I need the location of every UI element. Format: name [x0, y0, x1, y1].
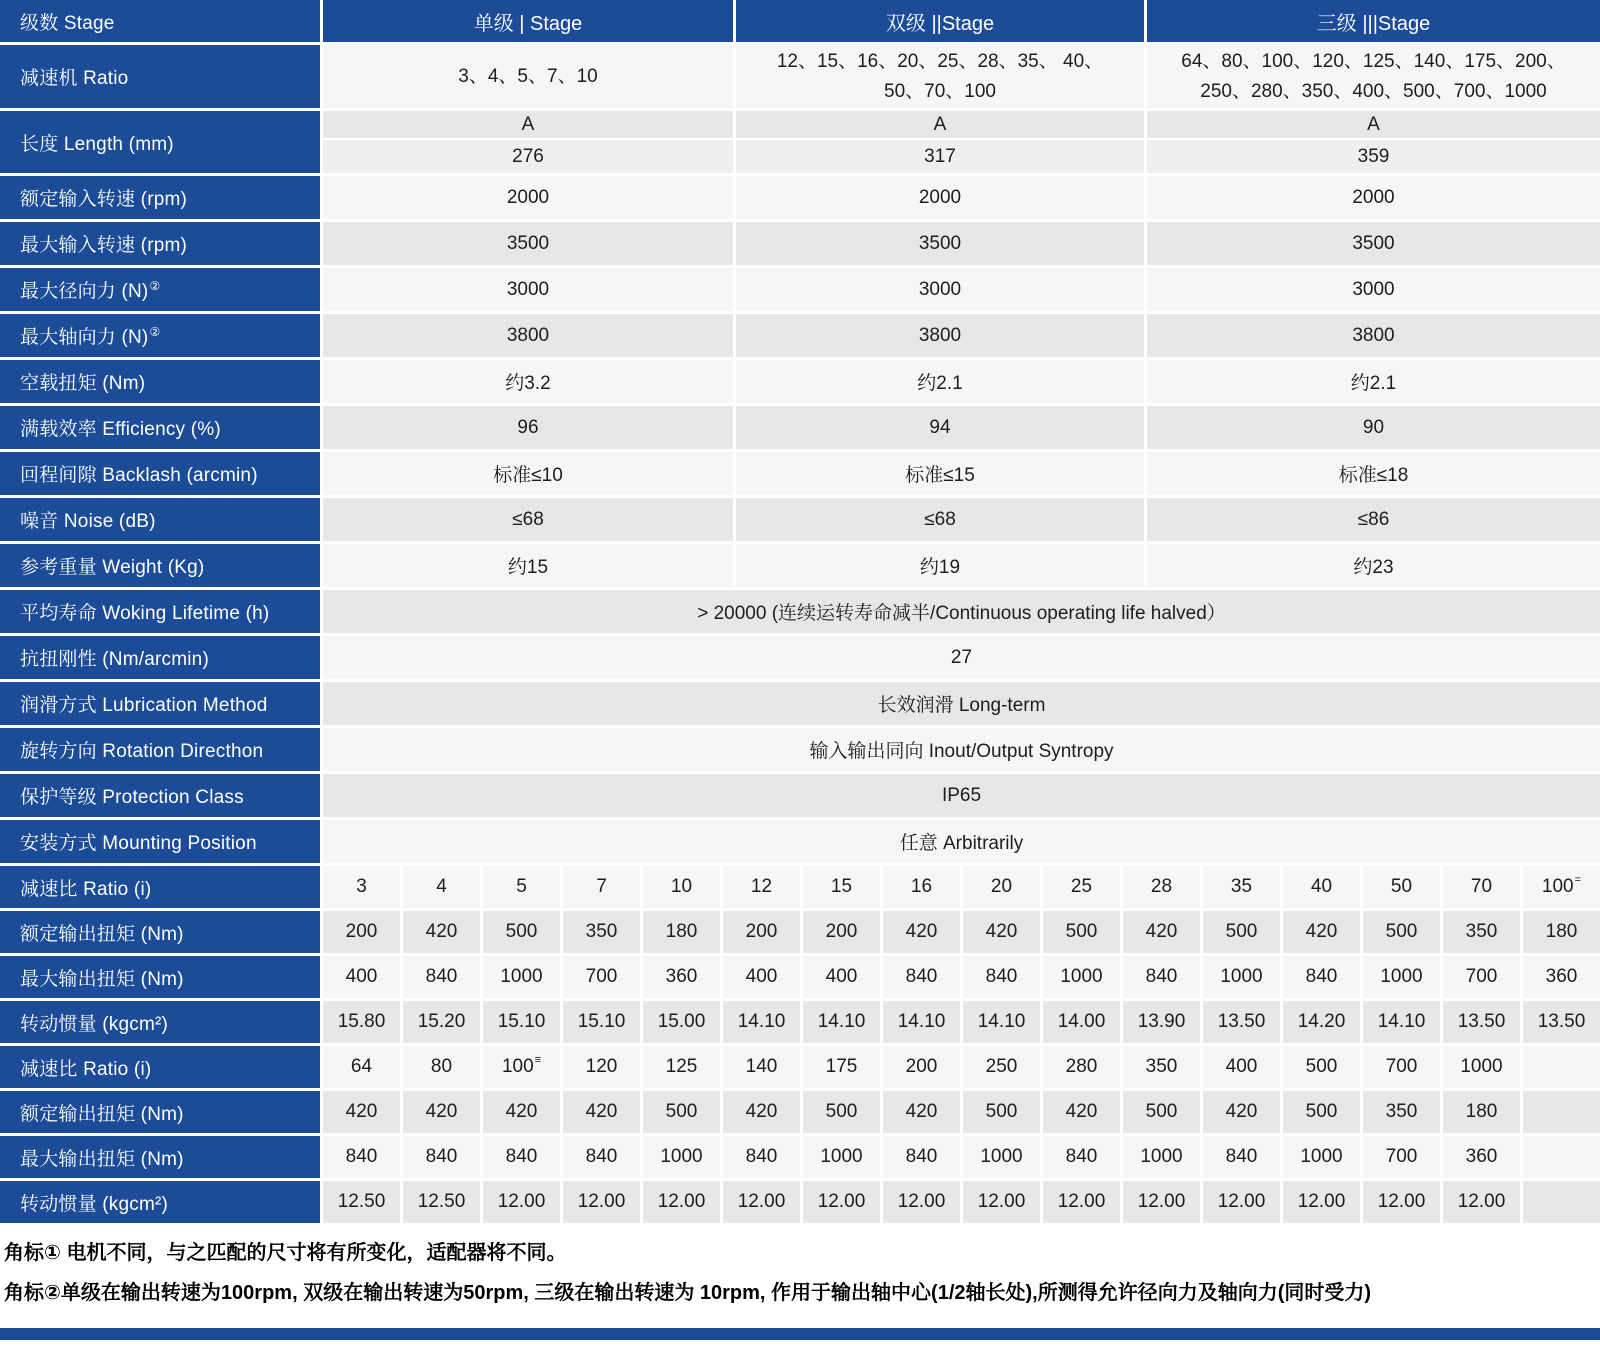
- value-cell: 500: [803, 1091, 880, 1133]
- value-cell: 12.00: [1363, 1181, 1440, 1223]
- value-cell: 420: [1203, 1091, 1280, 1133]
- spec-row-max-input-speed: [0, 222, 1600, 265]
- value-cell: 12.00: [643, 1181, 720, 1223]
- value-cell: 12.50: [403, 1181, 480, 1223]
- value-cell: 约23: [1147, 544, 1600, 587]
- value-cell: 840: [483, 1136, 560, 1178]
- value-cell: [1523, 1136, 1600, 1178]
- header-row: [0, 0, 1600, 42]
- value-cell: 3000: [736, 268, 1144, 311]
- value-cell: 90: [1147, 406, 1600, 449]
- merged-value-cell: 任意 Arbitrarily: [323, 820, 1600, 863]
- row-label: 回程间隙 Backlash (arcmin): [0, 452, 320, 495]
- ratio-cell: 28: [1123, 866, 1200, 908]
- ratio-cell: 400: [1203, 1046, 1280, 1088]
- value-cell: 14.10: [883, 1001, 960, 1043]
- value-cell: 标准≤15: [736, 452, 1144, 495]
- value-cell: 3000: [323, 268, 733, 311]
- ratio-cell: 7: [563, 866, 640, 908]
- value-cell: 420: [1283, 911, 1360, 953]
- value-cell: 420: [563, 1091, 640, 1133]
- row-label: 抗扭刚性 (Nm/arcmin): [0, 636, 320, 679]
- value-cell: 2000: [323, 176, 733, 219]
- value-cell: 360: [1443, 1136, 1520, 1178]
- value-cell: 12.00: [483, 1181, 560, 1223]
- ratio-table2-max-torque-row: [0, 1136, 1600, 1178]
- value-cell: 2000: [736, 176, 1144, 219]
- value-cell: 12.00: [883, 1181, 960, 1223]
- value-cell: 840: [1203, 1136, 1280, 1178]
- value-cell: 约2.1: [736, 360, 1144, 403]
- value-cell: 500: [1123, 1091, 1200, 1133]
- superscript-mark: =: [1574, 873, 1582, 886]
- value-cell: 180: [1523, 911, 1600, 953]
- value-cell: ≤86: [1147, 498, 1600, 541]
- value-cell: 14.20: [1283, 1001, 1360, 1043]
- value-cell: 15.10: [563, 1001, 640, 1043]
- value-cell: 420: [883, 911, 960, 953]
- superscript-mark: ≡: [534, 1053, 542, 1066]
- value-cell: 840: [963, 956, 1040, 998]
- value-cell: 840: [403, 1136, 480, 1178]
- ratio-cell: 1000: [1443, 1046, 1520, 1088]
- value-cell: 3500: [323, 222, 733, 265]
- merged-value-cell: 输入输出同向 Inout/Output Syntropy: [323, 728, 1600, 771]
- value-cell: 14.00: [1043, 1001, 1120, 1043]
- bottom-accent-bar: [0, 1328, 1600, 1340]
- value-cell: 700: [1363, 1136, 1440, 1178]
- value-cell: 12.00: [723, 1181, 800, 1223]
- row-label: 平均寿命 Woking Lifetime (h): [0, 590, 320, 633]
- value-cell: 15.20: [403, 1001, 480, 1043]
- value-cell: 12.00: [1043, 1181, 1120, 1223]
- row-label: 最大径向力 (N) ②: [0, 268, 320, 311]
- value-cell: 1000: [1283, 1136, 1360, 1178]
- value-cell: 840: [323, 1136, 400, 1178]
- ratio-cell: 280: [1043, 1046, 1120, 1088]
- value-cell: 500: [1283, 1091, 1360, 1133]
- ratio-cell: 15: [803, 866, 880, 908]
- row-label: 额定输入转速 (rpm): [0, 176, 320, 219]
- spec-row-efficiency: [0, 406, 1600, 449]
- ratio-cell: 175: [803, 1046, 880, 1088]
- value-cell: [1523, 1181, 1600, 1223]
- spec-row-rotation-direction: [0, 728, 1600, 771]
- ratio-cell: 4: [403, 866, 480, 908]
- spec-row-lubrication: [0, 682, 1600, 725]
- value-cell: 500: [483, 911, 560, 953]
- row-label: 转动惯量 (kgcm²): [0, 1001, 320, 1043]
- value-cell: 15.00: [643, 1001, 720, 1043]
- value-cell: 840: [723, 1136, 800, 1178]
- value-cell: 840: [1043, 1136, 1120, 1178]
- ratio-table1-header-row: [0, 866, 1600, 908]
- ratio-table1-max-torque-row: [0, 956, 1600, 998]
- spec-row-backlash: [0, 452, 1600, 495]
- header-stage-label: 级数 Stage: [0, 0, 320, 42]
- value-cell: 约15: [323, 544, 733, 587]
- value-cell: 420: [723, 1091, 800, 1133]
- ratio-table2-rated-torque-row: [0, 1091, 1600, 1133]
- value-cell: 3800: [323, 314, 733, 357]
- ratio-cell: 20: [963, 866, 1040, 908]
- value-cell: ≤68: [323, 498, 733, 541]
- value-cell: 12.00: [1443, 1181, 1520, 1223]
- row-label: 最大输入转速 (rpm): [0, 222, 320, 265]
- value-cell: 14.10: [1363, 1001, 1440, 1043]
- length-subcolumn: [736, 111, 1144, 173]
- value-cell: 1000: [803, 1136, 880, 1178]
- row-label: 长度 Length (mm): [0, 111, 320, 173]
- value-cell: 1000: [1363, 956, 1440, 998]
- ratio-cell: 500: [1283, 1046, 1360, 1088]
- ratio-cell: 70: [1443, 866, 1520, 908]
- ratio-cell: 250: [963, 1046, 1040, 1088]
- ratio-cell: 64: [323, 1046, 400, 1088]
- value-cell: 400: [803, 956, 880, 998]
- value-cell: 350: [563, 911, 640, 953]
- value-cell: 840: [1283, 956, 1360, 998]
- value-cell: 200: [723, 911, 800, 953]
- value-cell: 420: [483, 1091, 560, 1133]
- value-cell: 约19: [736, 544, 1144, 587]
- ratio-cell: 5: [483, 866, 560, 908]
- value-cell: 3800: [1147, 314, 1600, 357]
- spec-row-noise: [0, 498, 1600, 541]
- ratio-cell: 200: [883, 1046, 960, 1088]
- value-cell: 13.50: [1443, 1001, 1520, 1043]
- footnote-2: 角标②单级在输出转速为100rpm, 双级在输出转速为50rpm, 三级在输出转速为 10rpm, 作用于输出轴中心(1/2轴长处),所测得允许径向力及轴向力(同时受力): [4, 1282, 1372, 1304]
- value-cell: 420: [403, 1091, 480, 1133]
- value-cell: 1000: [963, 1136, 1040, 1178]
- value-cell: 1000: [1123, 1136, 1200, 1178]
- ratio-cell: 16: [883, 866, 960, 908]
- spec-row-protection-class: [0, 774, 1600, 817]
- value-cell: 180: [643, 911, 720, 953]
- length-subcolumn: [1147, 111, 1600, 173]
- header-single-stage: 单级 | Stage: [323, 0, 733, 42]
- spec-row-weight: [0, 544, 1600, 587]
- row-label: 减速比 Ratio (i): [0, 1046, 320, 1088]
- value-cell: 13.90: [1123, 1001, 1200, 1043]
- merged-value-cell: 27: [323, 636, 1600, 679]
- length-sub-header: A: [1147, 111, 1600, 138]
- row-label: 最大输出扭矩 (Nm): [0, 956, 320, 998]
- value-cell: 1000: [483, 956, 560, 998]
- value-cell: 12.00: [1283, 1181, 1360, 1223]
- row-label: 安装方式 Mounting Position: [0, 820, 320, 863]
- length-value: 317: [736, 140, 1144, 173]
- ratio-table2-inertia-row: [0, 1181, 1600, 1223]
- value-cell: 13.50: [1523, 1001, 1600, 1043]
- value-cell: 12.00: [563, 1181, 640, 1223]
- merged-value-cell: > 20000 (连续运转寿命减半/Continuous operating life halved）: [323, 590, 1600, 633]
- length-sub-header: A: [323, 111, 733, 138]
- value-cell: 400: [323, 956, 400, 998]
- ratio-cell: 10: [643, 866, 720, 908]
- ratio-cell: 50: [1363, 866, 1440, 908]
- value-cell: 420: [1043, 1091, 1120, 1133]
- merged-value-cell: 长效润滑 Long-term: [323, 682, 1600, 725]
- ratio-cell: 100 =: [1523, 866, 1600, 908]
- value-cell: 840: [1123, 956, 1200, 998]
- value-cell: 1000: [1203, 956, 1280, 998]
- value-cell: 约3.2: [323, 360, 733, 403]
- row-label: 最大轴向力 (N) ②: [0, 314, 320, 357]
- value-cell: 96: [323, 406, 733, 449]
- value-cell: 3500: [736, 222, 1144, 265]
- value-cell: 12、15、16、20、25、28、35、 40、50、70、100: [736, 45, 1144, 108]
- value-cell: 12.50: [323, 1181, 400, 1223]
- row-label: 润滑方式 Lubrication Method: [0, 682, 320, 725]
- value-cell: 400: [723, 956, 800, 998]
- value-cell: 15.80: [323, 1001, 400, 1043]
- row-label: 满载效率 Efficiency (%): [0, 406, 320, 449]
- length-subcolumn: [323, 111, 733, 173]
- spec-row-max-axial-force: [0, 314, 1600, 357]
- value-cell: 15.10: [483, 1001, 560, 1043]
- value-cell: 840: [563, 1136, 640, 1178]
- row-label: 额定输出扭矩 (Nm): [0, 911, 320, 953]
- spec-row-rated-input-speed: [0, 176, 1600, 219]
- value-cell: 500: [963, 1091, 1040, 1133]
- footnote-marker: ②: [149, 324, 161, 339]
- value-cell: 420: [403, 911, 480, 953]
- row-label: 噪音 Noise (dB): [0, 498, 320, 541]
- value-cell: 500: [643, 1091, 720, 1133]
- value-cell: 标准≤10: [323, 452, 733, 495]
- value-cell: 500: [1203, 911, 1280, 953]
- value-cell: 360: [1523, 956, 1600, 998]
- spec-row-mounting-position: [0, 820, 1600, 863]
- value-cell: 64、80、100、120、125、140、175、200、250、280、350、400、500、700、1000: [1147, 45, 1600, 108]
- spec-row-no-load-torque: [0, 360, 1600, 403]
- value-cell: 13.50: [1203, 1001, 1280, 1043]
- value-cell: 14.10: [963, 1001, 1040, 1043]
- spec-row-length: [0, 111, 1600, 173]
- value-cell: ≤68: [736, 498, 1144, 541]
- footnote-1: 角标① 电机不同，与之匹配的尺寸将有所变化，适配器将不同。: [4, 1242, 567, 1264]
- ratio-cell: [1523, 1046, 1600, 1088]
- value-cell: 3000: [1147, 268, 1600, 311]
- value-cell: 2000: [1147, 176, 1600, 219]
- row-label: 额定输出扭矩 (Nm): [0, 1091, 320, 1133]
- merged-value-cell: IP65: [323, 774, 1600, 817]
- value-cell: 700: [1443, 956, 1520, 998]
- ratio-table1-rated-torque-row: [0, 911, 1600, 953]
- length-value: 359: [1147, 140, 1600, 173]
- ratio-cell: 25: [1043, 866, 1120, 908]
- value-cell: 200: [323, 911, 400, 953]
- value-cell: 180: [1443, 1091, 1520, 1133]
- value-cell: 840: [403, 956, 480, 998]
- row-label: 转动惯量 (kgcm²): [0, 1181, 320, 1223]
- row-label: 减速机 Ratio: [0, 45, 320, 108]
- footnote-marker: ②: [149, 278, 161, 293]
- spec-row-ratio: [0, 45, 1600, 108]
- length-sub-header: A: [736, 111, 1144, 138]
- value-cell: 500: [1043, 911, 1120, 953]
- ratio-cell: 80: [403, 1046, 480, 1088]
- value-cell: 420: [1123, 911, 1200, 953]
- value-cell: 420: [883, 1091, 960, 1133]
- value-cell: 12.00: [963, 1181, 1040, 1223]
- value-cell: 3、4、5、7、10: [323, 45, 733, 108]
- spec-row-max-radial-force: [0, 268, 1600, 311]
- ratio-table1-inertia-row: [0, 1001, 1600, 1043]
- value-cell: 3800: [736, 314, 1144, 357]
- value-cell: 1000: [1043, 956, 1120, 998]
- row-label: 保护等级 Protection Class: [0, 774, 320, 817]
- value-cell: 200: [803, 911, 880, 953]
- value-cell: [1523, 1091, 1600, 1133]
- footnotes: [0, 1226, 1600, 1306]
- row-label: 减速比 Ratio (i): [0, 866, 320, 908]
- value-cell: 840: [883, 956, 960, 998]
- ratio-cell: 3: [323, 866, 400, 908]
- ratio-table2-header-row: [0, 1046, 1600, 1088]
- value-cell: 420: [323, 1091, 400, 1133]
- row-label: 参考重量 Weight (Kg): [0, 544, 320, 587]
- ratio-cell: 700: [1363, 1046, 1440, 1088]
- value-cell: 12.00: [803, 1181, 880, 1223]
- value-cell: 3500: [1147, 222, 1600, 265]
- value-cell: 840: [883, 1136, 960, 1178]
- ratio-cell: 35: [1203, 866, 1280, 908]
- spec-row-torsional-rigidity: [0, 636, 1600, 679]
- length-value: 276: [323, 140, 733, 173]
- value-cell: 700: [563, 956, 640, 998]
- ratio-cell: 120: [563, 1046, 640, 1088]
- value-cell: 1000: [643, 1136, 720, 1178]
- value-cell: 14.10: [803, 1001, 880, 1043]
- value-cell: 94: [736, 406, 1144, 449]
- value-cell: 420: [963, 911, 1040, 953]
- ratio-cell: 350: [1123, 1046, 1200, 1088]
- value-cell: 12.00: [1203, 1181, 1280, 1223]
- row-label: 最大输出扭矩 (Nm): [0, 1136, 320, 1178]
- value-cell: 350: [1363, 1091, 1440, 1133]
- row-label: 旋转方向 Rotation Directhon: [0, 728, 320, 771]
- ratio-cell: 140: [723, 1046, 800, 1088]
- value-cell: 约2.1: [1147, 360, 1600, 403]
- ratio-cell: 12: [723, 866, 800, 908]
- value-cell: 350: [1443, 911, 1520, 953]
- value-cell: 14.10: [723, 1001, 800, 1043]
- header-triple-stage: 三级 |||Stage: [1147, 0, 1600, 42]
- header-double-stage: 双级 ||Stage: [736, 0, 1144, 42]
- value-cell: 标准≤18: [1147, 452, 1600, 495]
- value-cell: 360: [643, 956, 720, 998]
- spec-row-lifetime: [0, 590, 1600, 633]
- value-cell: 12.00: [1123, 1181, 1200, 1223]
- row-label: 空载扭矩 (Nm): [0, 360, 320, 403]
- ratio-cell: 100 ≡: [483, 1046, 560, 1088]
- ratio-cell: 125: [643, 1046, 720, 1088]
- ratio-cell: 40: [1283, 866, 1360, 908]
- value-cell: 500: [1363, 911, 1440, 953]
